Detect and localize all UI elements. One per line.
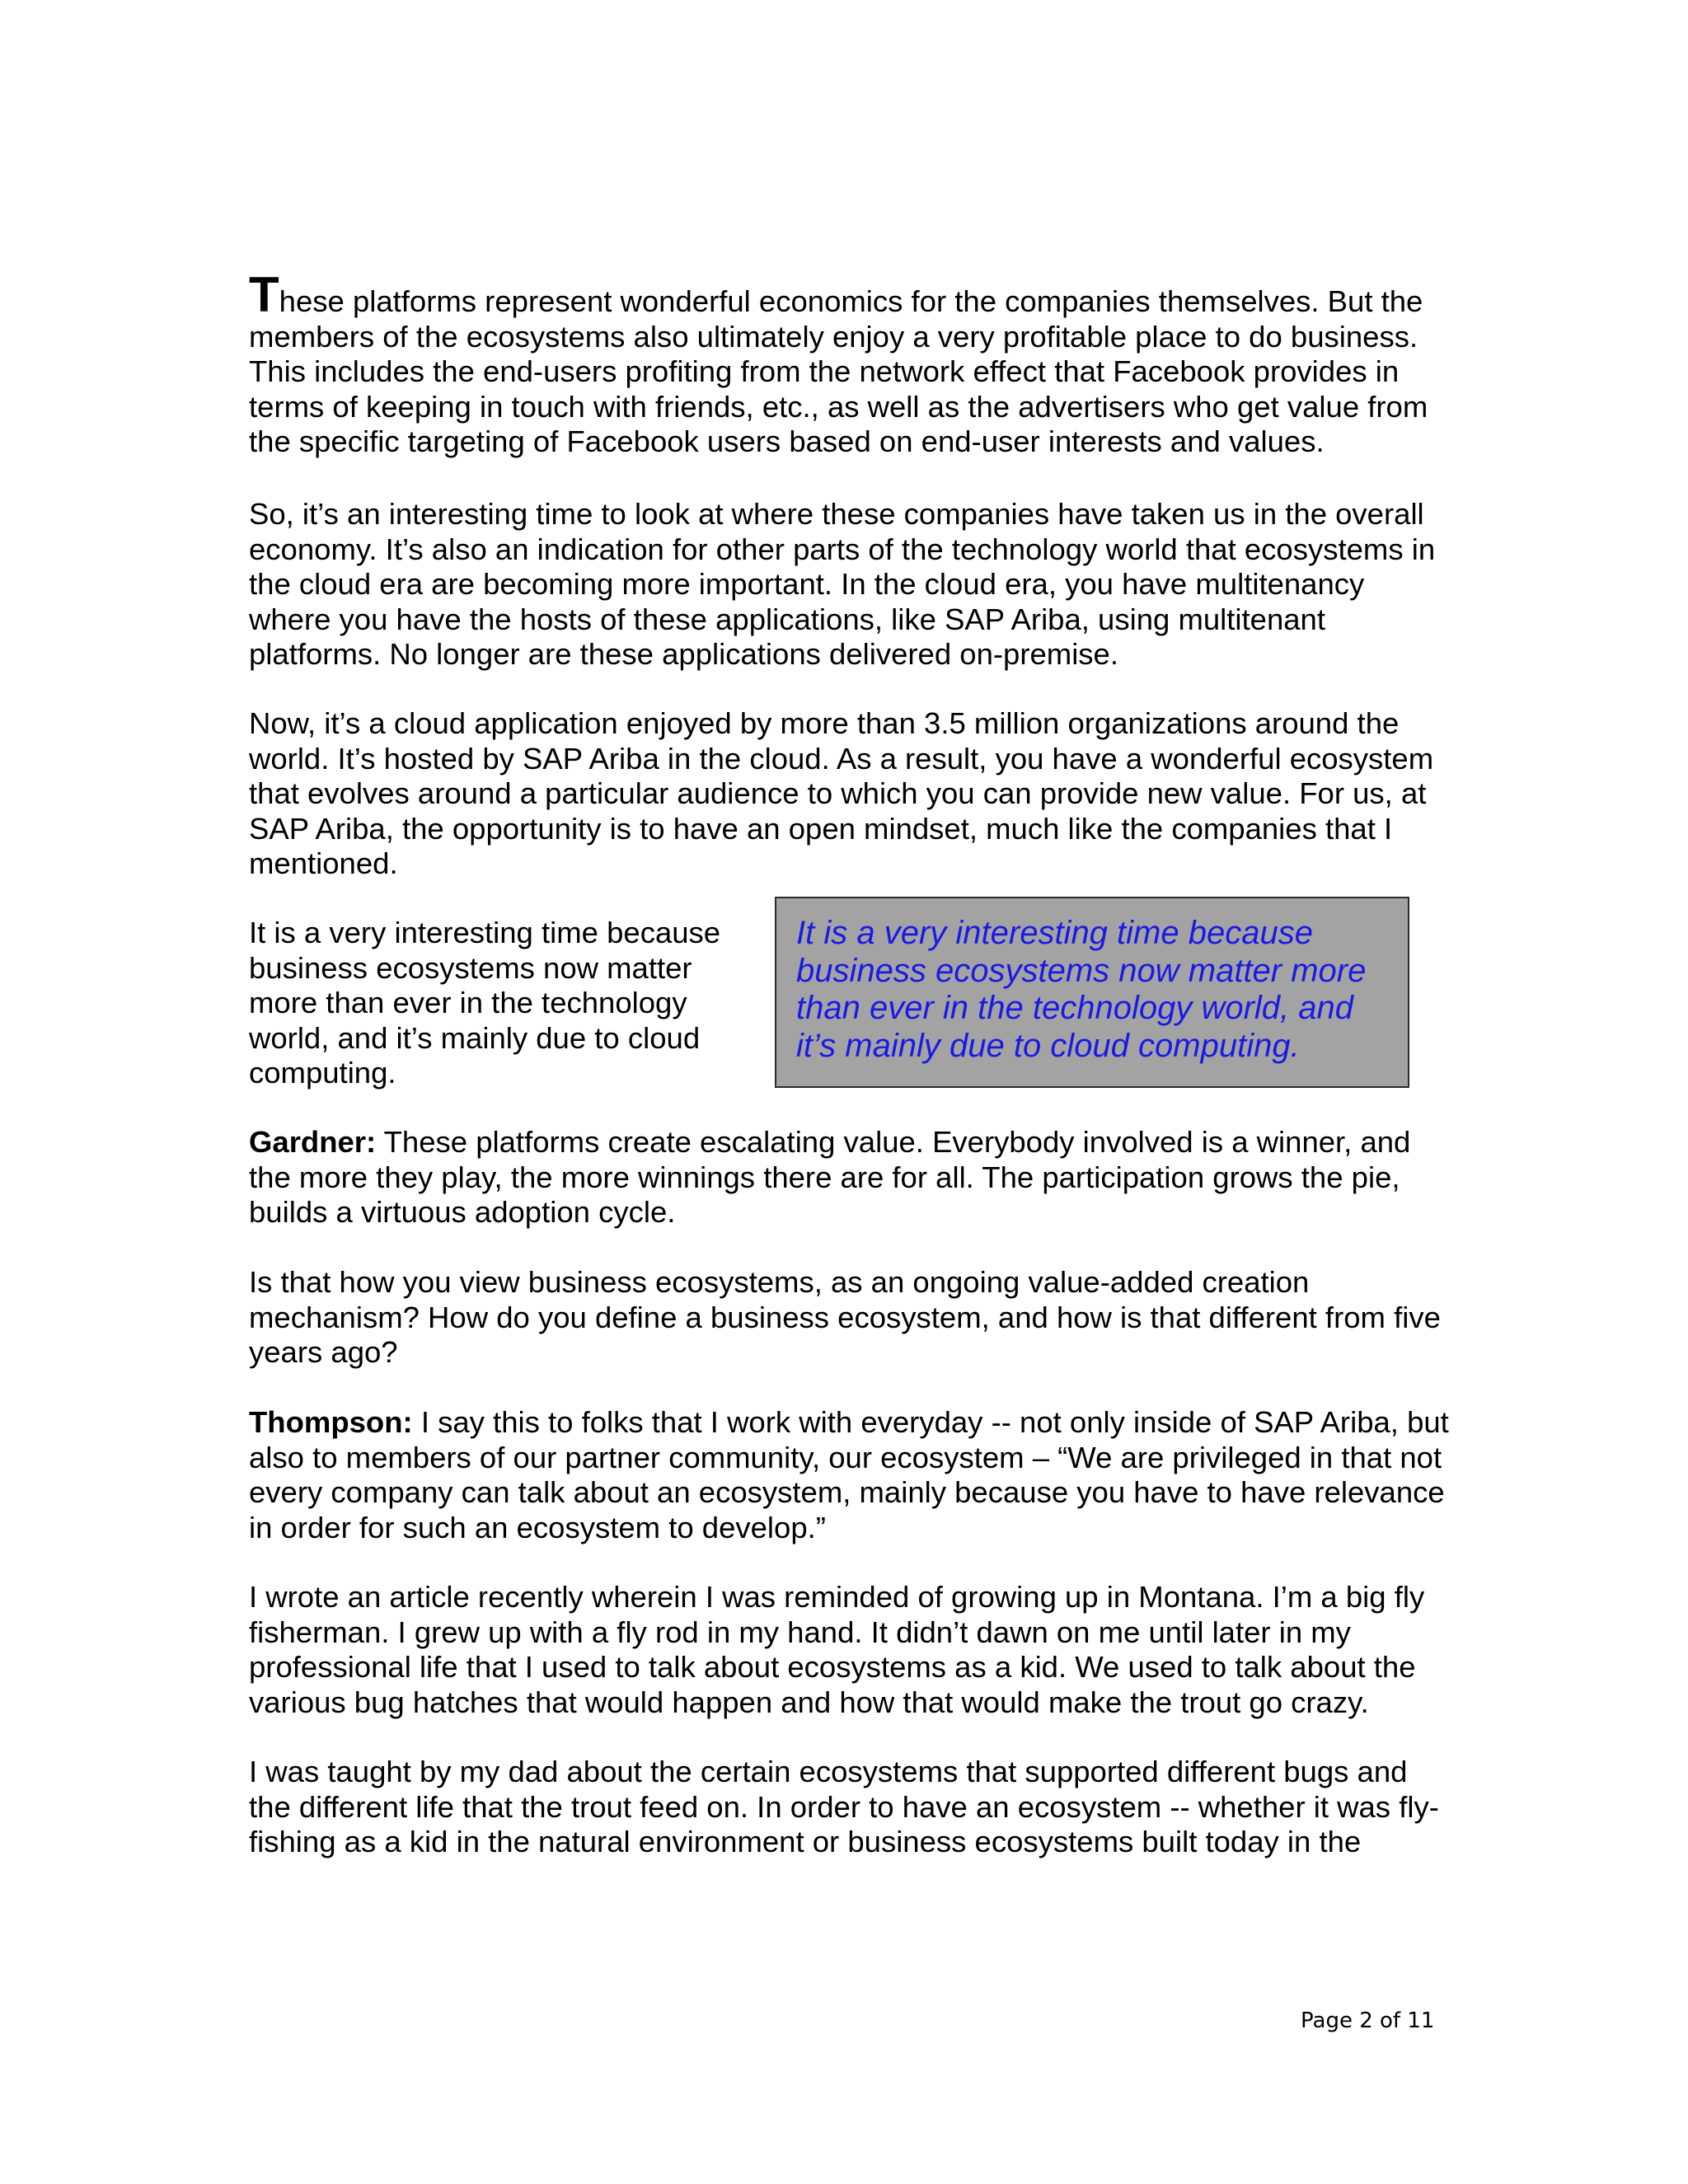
paragraph-intro-text: hese platforms represent wonderful economics for the companies themselves. But the members of the ecosystems also ultimately enjoy a very profitable place to do business. This includes the end-users profiting from the network effect that Facebook provides in terms of keeping in touch with friends, etc., as well as the advertisers who get value from the specific targeting of Facebook users based on end-user interests and values.: [249, 284, 1428, 458]
drop-cap: T: [249, 267, 279, 322]
pull-quote-box: It is a very interesting time because business ecosystems now matter more than ever in the technology world, and it’s mainly due to cloud computing.: [775, 897, 1409, 1088]
paragraph-gardner-text: These platforms create escalating value. Everybody involved is a winner, and the more they play, the more winnings there are for all. The participation grows the pie, builds a virtuous adoption cycle.: [249, 1125, 1411, 1229]
page-number: Page 2 of 11: [1301, 2008, 1435, 2033]
speaker-thompson: Thompson:: [249, 1405, 413, 1439]
speaker-gardner: Gardner:: [249, 1125, 377, 1159]
paragraph-dad: I was taught by my dad about the certain ecosystems that supported different bugs and the different life that the trout feed on. In order to have an ecosystem -- whether it was fly-fishing as a kid in the natural environment or business ecosystems built today in the: [249, 1755, 1439, 1858]
paragraph-cloud-era: So, it’s an interesting time to look at where these companies have taken us in the overall economy. It’s also an indication for other parts of the technology world that ecosystems in the cloud era are becoming more important. In the cloud era, you have multitenancy where you have the hosts of these applications, like SAP Ariba, using multitenant platforms. No longer are these applications delivered on-premise.: [249, 497, 1436, 671]
paragraph-question: Is that how you view business ecosystems, as an ongoing value-added creation mechanism? How do you define a business ecosystem, and how is that different from five years ago?: [249, 1265, 1441, 1369]
paragraph-intro: [249, 267, 1452, 460]
paragraph-thompson: [249, 1405, 1452, 1545]
paragraph-thompson-text: I say this to folks that I work with everyday -- not only inside of SAP Ariba, but also to members of our partner community, our ecosystem – “We are privileged in that not every company can talk about an ecosystem, mainly because you have to have relevance in order for such an ecosystem to develop.”: [249, 1405, 1449, 1544]
paragraph-gardner: [249, 1125, 1452, 1230]
paragraph-cloud-application: Now, it’s a cloud application enjoyed by more than 3.5 million organizations around the world. It’s hosted by SAP Ariba in the cloud. As a result, you have a wonderful ecosystem that evolves around a particular audience to which you can provide new value. For us, at SAP Ariba, the opportunity is to have an open mindset, much like the companies that I mentioned.: [249, 706, 1434, 880]
paragraph-montana: I wrote an article recently wherein I was reminded of growing up in Montana. I’m a big fly fisherman. I grew up with a fly rod in my hand. It didn’t dawn on me until later in my professional life that I used to talk about ecosystems as a kid. We used to talk about the various bug hatches that would happen and how that would make the trout go crazy.: [249, 1580, 1425, 1719]
paragraph-interesting-time: It is a very interesting time because business ecosystems now matter more than ever in the technology world, and it’s mainly due to cloud computing.: [249, 916, 721, 1090]
